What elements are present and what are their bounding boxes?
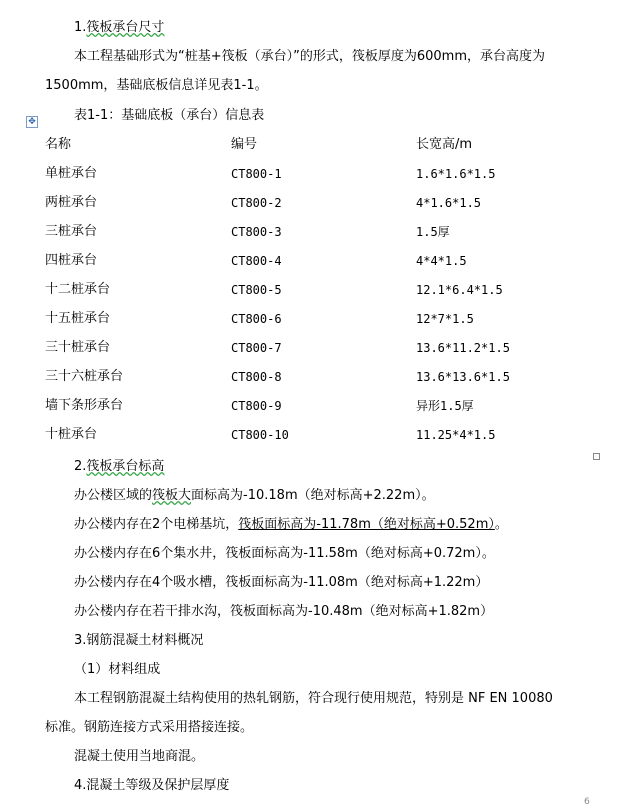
elevation-line-2 xyxy=(74,516,508,534)
table-caption: 表1-1：基础底板（承台）信息表 xyxy=(74,108,265,123)
section-2-heading xyxy=(74,458,164,476)
cell-code: CT800-8 xyxy=(231,370,282,384)
elevation-line-2-part-a: 办公楼内存在2个电梯基坑， xyxy=(74,517,239,532)
elevation-line-5: 办公楼内存在若干排水沟，筏板面标高为-10.48m（绝对标高+1.82m） xyxy=(74,604,494,619)
cell-name: 两桩承台 xyxy=(45,195,98,210)
page-number: 6 xyxy=(584,797,590,807)
table-resize-handle[interactable] xyxy=(593,453,600,460)
cell-dimensions: 异形1.5厚 xyxy=(416,399,474,413)
section-1-title: 筏板承台尺寸 xyxy=(86,20,165,35)
cell-code: CT800-4 xyxy=(231,254,282,268)
paragraph-1-line-2: 1500mm，基础底板信息详见表1-1。 xyxy=(45,78,268,93)
cell-code: CT800-2 xyxy=(231,196,282,210)
section-2-title: 筏板承台标高 xyxy=(86,459,165,474)
header-code: 编号 xyxy=(231,137,258,152)
cell-name: 十五桩承台 xyxy=(45,311,111,326)
cell-code: CT800-1 xyxy=(231,167,282,181)
section-3-heading: 3.钢筋混凝土材料概况 xyxy=(74,633,204,648)
cell-code: CT800-3 xyxy=(231,225,282,239)
elevation-line-1-part-c: 面标高为-10.18m（绝对标高+2.22m）。 xyxy=(191,488,435,503)
section-3-paragraph-line-2: 标准。钢筋连接方式采用搭接连接。 xyxy=(45,720,254,735)
header-dimensions: 长宽高/m xyxy=(416,137,473,152)
cell-dimensions: 4*1.6*1.5 xyxy=(416,196,482,210)
table-move-anchor-icon[interactable]: ✥ xyxy=(26,116,38,128)
cell-dimensions: 4*4*1.5 xyxy=(416,254,467,268)
section-2-number: 2. xyxy=(74,459,87,474)
header-name: 名称 xyxy=(45,137,72,152)
section-1-heading xyxy=(74,19,164,37)
cell-dimensions: 11.25*4*1.5 xyxy=(416,428,496,442)
cell-name: 三十六桩承台 xyxy=(45,369,124,384)
cell-dimensions: 13.6*13.6*1.5 xyxy=(416,370,510,384)
cell-code: CT800-9 xyxy=(231,399,282,413)
section-4-heading: 4.混凝土等级及保护层厚度 xyxy=(74,778,230,793)
elevation-line-1-part-b: 筏板大 xyxy=(152,488,192,503)
section-3-paragraph-line-1: 本工程钢筋混凝土结构使用的热轧钢筋，符合现行使用规范，特别是 NF EN 10080 xyxy=(74,691,553,706)
cell-name: 三桩承台 xyxy=(45,224,98,239)
cell-name: 十桩承台 xyxy=(45,427,98,442)
cell-name: 墙下条形承台 xyxy=(45,398,124,413)
section-3-paragraph-2: 混凝土使用当地商混。 xyxy=(74,749,205,764)
elevation-line-3: 办公楼内存在6个集水井，筏板面标高为-11.58m（绝对标高+0.72m）。 xyxy=(74,546,495,561)
cell-dimensions: 1.6*1.6*1.5 xyxy=(416,167,496,181)
elevation-line-2-part-c: 。 xyxy=(494,517,508,532)
cell-name: 四桩承台 xyxy=(45,253,98,268)
cell-name: 单桩承台 xyxy=(45,166,98,181)
elevation-line-1 xyxy=(74,487,435,505)
cell-dimensions: 13.6*11.2*1.5 xyxy=(416,341,510,355)
cell-dimensions: 12.1*6.4*1.5 xyxy=(416,283,503,297)
paragraph-1-line-1: 本工程基础形式为“桩基+筏板（承台）”的形式，筏板厚度为600mm，承台高度为 xyxy=(74,49,546,64)
section-1-number: 1. xyxy=(74,20,87,35)
cell-code: CT800-10 xyxy=(231,428,289,442)
cell-code: CT800-6 xyxy=(231,312,282,326)
cell-name: 三十桩承台 xyxy=(45,340,111,355)
cell-dimensions: 1.5厚 xyxy=(416,225,450,239)
elevation-line-4: 办公楼内存在4个吸水槽，筏板面标高为-11.08m（绝对标高+1.22m） xyxy=(74,575,489,590)
cell-name: 十二桩承台 xyxy=(45,282,111,297)
elevation-line-1-part-a: 办公楼区域的 xyxy=(74,488,153,503)
elevation-line-2-part-b: 筏板面标高为-11.78m（绝对标高+0.52m） xyxy=(238,517,495,532)
section-3-subheading: （1）材料组成 xyxy=(74,662,161,677)
cell-code: CT800-7 xyxy=(231,341,282,355)
cell-code: CT800-5 xyxy=(231,283,282,297)
cell-dimensions: 12*7*1.5 xyxy=(416,312,474,326)
